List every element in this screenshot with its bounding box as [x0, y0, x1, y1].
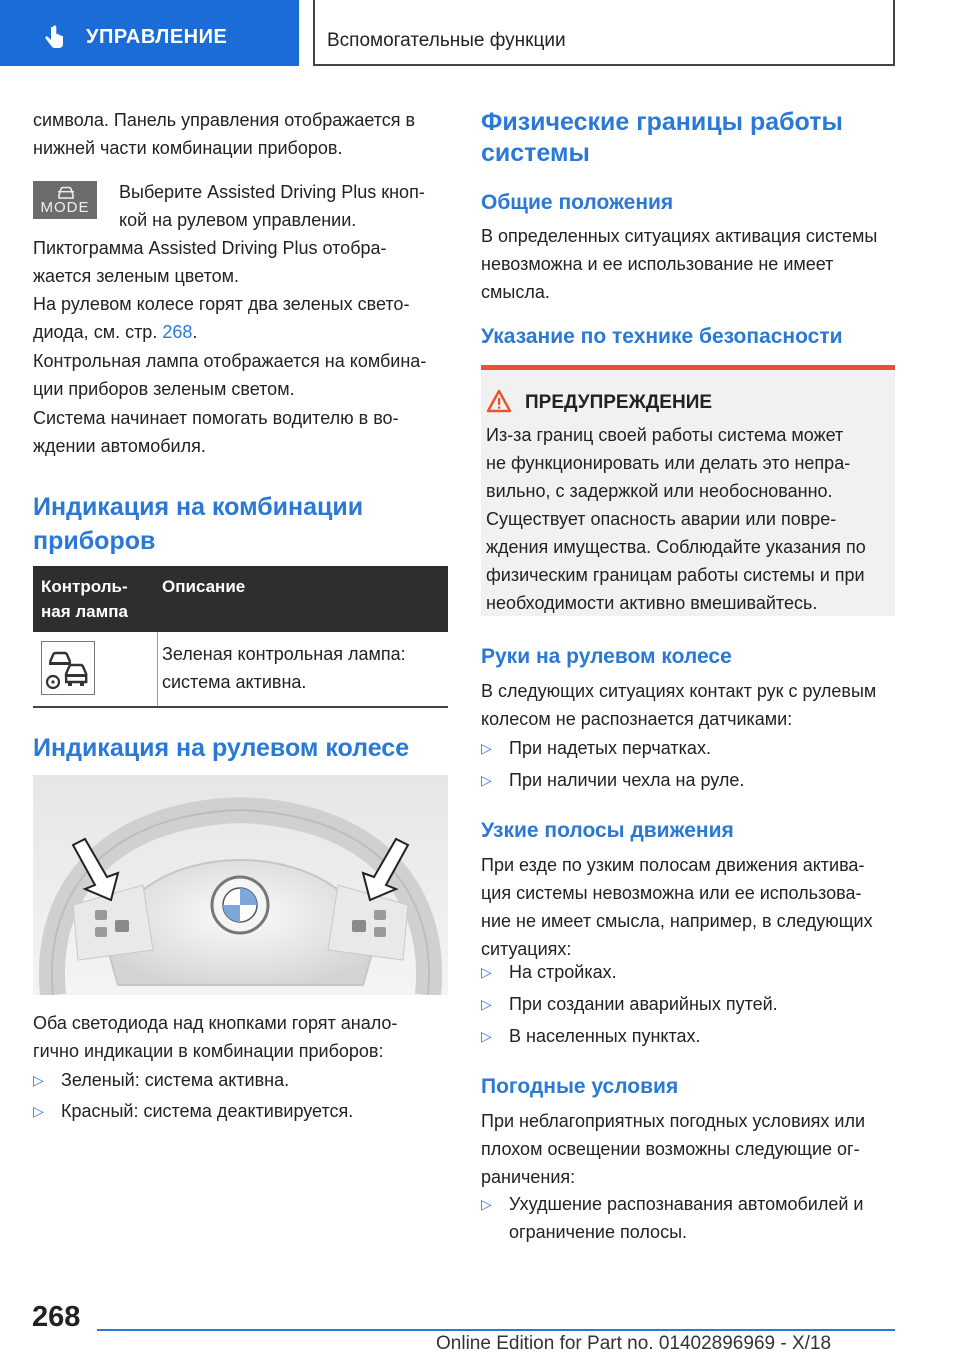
warning-triangle-icon: [486, 389, 512, 413]
heading-weather: Погодные условия: [481, 1075, 679, 1098]
bullet-triangle-icon: ▷: [481, 1028, 492, 1044]
paragraph-select-button: [119, 178, 425, 234]
bullet-triangle-icon: ▷: [33, 1072, 44, 1088]
cars-steering-icon: [42, 642, 96, 696]
heading-narrow-lanes: Узкие полосы движения: [481, 819, 734, 842]
text-line: вильно, с задержкой или необоснованно.: [486, 481, 833, 501]
text-line: При езде по узким полосам движения актива-: [481, 855, 865, 875]
paragraph-symbol: [33, 106, 415, 162]
heading-safety: Указание по технике безопасности: [481, 325, 843, 348]
bullet-triangle-icon: ▷: [481, 996, 492, 1012]
text-line: Система начинает помогать водителю в во-: [33, 408, 399, 428]
text-line: В следующих ситуациях контакт рук с рулевым: [481, 681, 877, 701]
text-line: нижней части комбинации приборов.: [33, 138, 343, 158]
edition-note: Online Edition for Part no. 01402896969 - X/18: [436, 1333, 832, 1354]
text-line: При неблагоприятных погодных условиях или: [481, 1111, 866, 1131]
text-line: система активна.: [162, 672, 307, 692]
steering-wheel-image: [33, 775, 448, 995]
text-line: ция системы невозможна или ее использова-: [481, 883, 862, 903]
heading-general: Общие положения: [481, 191, 674, 214]
header-line: Контроль-: [41, 577, 128, 596]
list-item: [509, 1190, 864, 1246]
heading-line: Индикация на комбинации: [33, 493, 364, 521]
text-line: ние не имеет смысла, например, в следующих: [481, 911, 873, 931]
table-column-divider: [157, 632, 158, 708]
text-line: ждения имущества. Соблюдайте указания по: [486, 537, 866, 557]
text-line: ждении автомобиля.: [33, 436, 206, 456]
text-line: смысла.: [481, 282, 550, 302]
bullet-triangle-icon: ▷: [481, 772, 492, 788]
text-line: плохом освещении возможны следующие ог-: [481, 1139, 860, 1159]
table-cell-description: [162, 640, 406, 696]
text-line: Выберите Assisted Driving Plus кноп-: [119, 182, 425, 202]
section-tab[interactable]: [0, 0, 299, 66]
section-title: УПРАВЛЕНИЕ: [86, 26, 228, 48]
heading-line: системы: [481, 139, 590, 167]
text-line: кой на рулевом управлении.: [119, 210, 357, 230]
text-line: Пиктограмма Assisted Driving Plus отобра-: [33, 238, 387, 258]
subsection-title: Вспомогательные функции: [327, 30, 566, 51]
table-header: [33, 566, 448, 632]
heading-physical-limits: [481, 107, 843, 169]
list-item: При надетых перчатках.: [509, 738, 711, 758]
text-line: ситуациях:: [481, 939, 572, 959]
paragraph-weather: [481, 1107, 865, 1191]
text-line: невозможна и ее использование не имеет: [481, 254, 834, 274]
list-item: Красный: система деактивируется.: [61, 1101, 354, 1121]
text-line: ограничение полосы.: [509, 1222, 688, 1242]
heading-line: Физические границы работы: [481, 108, 843, 136]
text-line: Контрольная лампа отображается на комбина-: [33, 351, 427, 371]
text-line: Оба светодиода над кнопками горят анало-: [33, 1013, 398, 1033]
text-line: не функционировать или делать это непра-: [486, 453, 851, 473]
bullet-triangle-icon: ▷: [481, 740, 492, 756]
heading-hands-on-wheel: Руки на рулевом колесе: [481, 645, 732, 668]
page-link[interactable]: 268: [162, 322, 193, 342]
text-line: колесом не распознается датчиками:: [481, 709, 793, 729]
text-line: Существует опасность аварии или повре-: [486, 509, 837, 529]
paragraph-hands: [481, 677, 876, 733]
bullet-triangle-icon: ▷: [33, 1103, 44, 1119]
warning-text: [486, 421, 866, 617]
paragraph-pictogram: [33, 234, 387, 290]
column-header-lamp: [41, 574, 128, 624]
indicator-lamp-icon: [41, 641, 95, 695]
text-line: жается зеленым цветом.: [33, 266, 239, 286]
column-header-description: Описание: [162, 577, 246, 596]
paragraph-narrow: [481, 851, 873, 963]
text-line: Из-за границ своей работы система может: [486, 425, 844, 445]
paragraph-assist: [33, 404, 399, 460]
text-line: Ухудшение распознавания автомобилей и: [509, 1194, 864, 1214]
list-item: При наличии чехла на руле.: [509, 770, 745, 790]
text-span: .: [192, 322, 198, 342]
page-number: 268: [32, 1301, 81, 1333]
mode-label: MODE: [40, 199, 90, 216]
text-line: На рулевом колесе горят два зеленых свето-: [33, 294, 410, 314]
mode-button-icon: [33, 181, 97, 219]
text-line: [33, 318, 409, 346]
text-line: ции приборов зеленым светом.: [33, 379, 295, 399]
list-item: Зеленый: система активна.: [61, 1070, 290, 1090]
paragraph-indicator: [33, 347, 426, 403]
paragraph-leds-analog: [33, 1009, 397, 1065]
text-line: Зеленая контрольная лампа:: [162, 644, 406, 664]
paragraph-leds: [33, 290, 409, 346]
heading-cluster-indication: [33, 490, 363, 558]
list-item: В населенных пунктах.: [509, 1026, 701, 1046]
text-line: необходимости активно вмешивайтесь.: [486, 593, 818, 613]
paragraph-general: [481, 222, 877, 306]
text-line: раничения:: [481, 1167, 576, 1187]
text-line: физическим границам работы системы и при: [486, 565, 865, 585]
heading-line: приборов: [33, 527, 156, 555]
footer-rule: [97, 1329, 895, 1331]
text-line: гично индикации в комбинации приборов:: [33, 1041, 384, 1061]
hand-pointer-icon: [40, 24, 68, 52]
text-line: символа. Панель управления отображается в: [33, 110, 416, 130]
text-line: В определенных ситуациях активация системы: [481, 226, 878, 246]
bullet-triangle-icon: ▷: [481, 964, 492, 980]
bullet-triangle-icon: ▷: [481, 1196, 492, 1212]
table-bottom-rule: [33, 706, 448, 708]
list-item: При создании аварийных путей.: [509, 994, 778, 1014]
text-span: диода, см. стр.: [33, 322, 163, 342]
list-item: На стройках.: [509, 962, 617, 982]
header-line: ная лампа: [41, 602, 128, 621]
warning-title: ПРЕДУПРЕЖДЕНИЕ: [525, 392, 713, 413]
heading-wheel-indication: Индикация на рулевом колесе: [33, 734, 410, 762]
